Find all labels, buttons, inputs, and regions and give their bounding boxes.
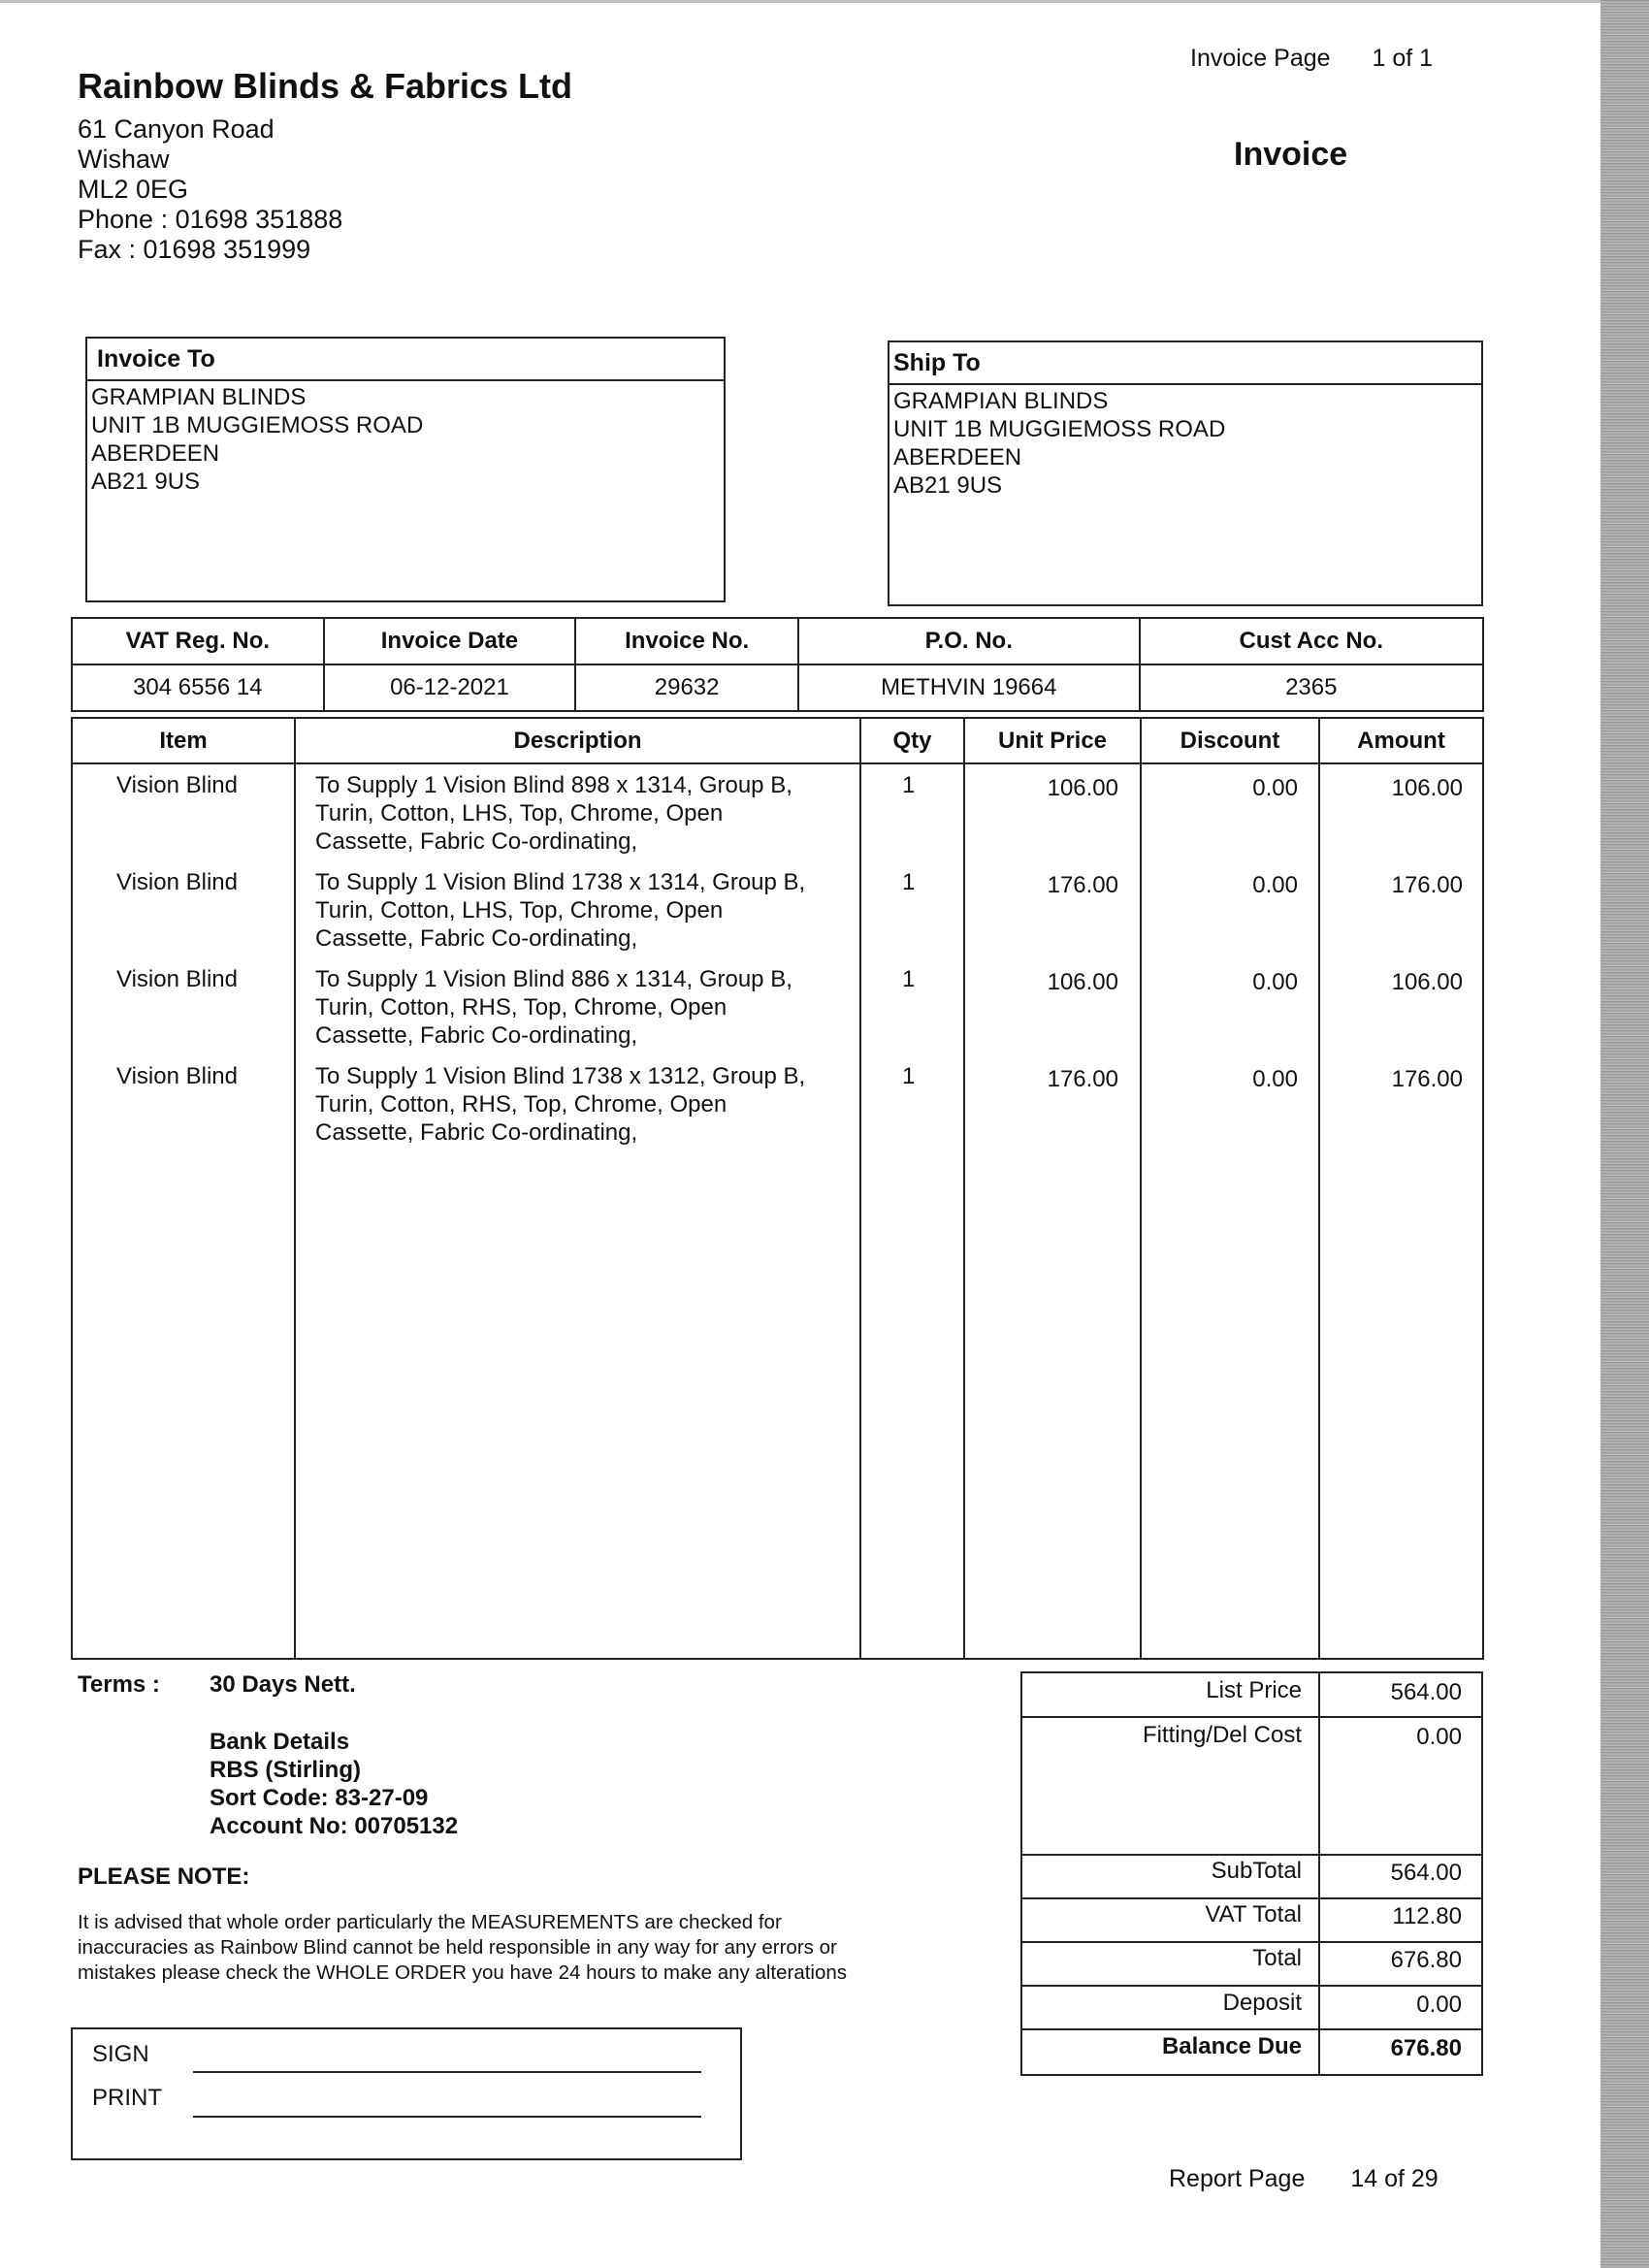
cust-acc-value: 2365 [1140,664,1483,711]
totals-rule [1022,2028,1481,2030]
item-cell: Vision Blind [116,772,238,798]
address-line: UNIT 1B MUGGIEMOSS ROAD [91,412,424,438]
description-line: To Supply 1 Vision Blind 898 x 1314, Group B, [315,772,792,798]
vat-total-label: VAT Total [1205,1901,1302,1928]
address-line: AB21 9US [91,469,201,495]
discount-cell: 0.00 [1252,775,1298,801]
description-line: To Supply 1 Vision Blind 886 x 1314, Group B, [315,966,792,992]
totals-rule [1022,1854,1481,1856]
description-line: Turin, Cotton, RHS, Top, Chrome, Open [315,994,728,1021]
unit-price-cell: 106.00 [1047,969,1118,995]
unit-price-cell: 176.00 [1047,1066,1118,1092]
print-line[interactable] [193,2116,701,2118]
description-line: Cassette, Fabric Co-ordinating, [315,925,638,952]
description-cell [315,1062,805,1147]
note-text [78,1910,1009,1986]
deposit-value: 0.00 [1416,1992,1462,2018]
item-cell: Vision Blind [116,1063,238,1089]
bank-line: RBS (Stirling) [210,1757,361,1783]
discount-header: Discount [1180,728,1280,754]
terms-label: Terms : [78,1671,160,1698]
amount-cell: 106.00 [1391,775,1463,801]
totals-box [1020,1671,1483,2076]
report-page-indicator [1169,2165,1439,2193]
description-line: Turin, Cotton, LHS, Top, Chrome, Open [315,800,724,826]
bank-line: Account No: 00705132 [210,1813,459,1839]
invoice-page-label: Invoice Page [1190,45,1331,72]
invoice-page-indicator [1190,45,1433,73]
amount-cell: 176.00 [1391,1066,1463,1092]
address-line: ABERDEEN [91,440,220,467]
line-items-table [71,717,1484,1660]
vat-total-value: 112.80 [1392,1903,1462,1929]
invoice-meta-table [71,617,1484,712]
subtotal-value: 564.00 [1390,1860,1462,1886]
header-rule [73,762,1482,764]
description-line: Cassette, Fabric Co-ordinating, [315,1022,638,1049]
amount-cell: 176.00 [1391,872,1463,898]
description-line: Turin, Cotton, RHS, Top, Chrome, Open [315,1091,728,1118]
note-heading: PLEASE NOTE: [78,1863,250,1890]
description-header: Description [513,728,642,754]
table-row [73,1062,1482,1159]
invoice-no-value: 29632 [575,664,798,711]
note-line: inaccuracies as Rainbow Blind cannot be held responsible in any way for any errors or [78,1936,837,1959]
invoice-date-value: 06-12-2021 [324,664,576,711]
totals-rule [1022,1716,1481,1718]
amount-header: Amount [1357,728,1445,754]
discount-cell: 0.00 [1252,872,1298,898]
list-price-label: List Price [1206,1677,1302,1703]
description-cell [315,965,792,1050]
address-line: 61 Canyon Road [78,114,275,144]
vat-reg-value: 304 6556 14 [72,664,324,711]
unit-price-header: Unit Price [997,728,1108,754]
description-line: Cassette, Fabric Co-ordinating, [315,828,638,855]
description-line: To Supply 1 Vision Blind 1738 x 1312, Group B, [315,1063,806,1089]
report-page-label: Report Page [1169,2165,1306,2192]
deposit-label: Deposit [1222,1990,1302,2016]
discount-cell: 0.00 [1252,1066,1298,1092]
address-line: ML2 0EG [78,175,189,204]
qty-cell: 1 [902,869,916,895]
item-header: Item [159,728,208,754]
invoice-date-header: Invoice Date [324,618,576,664]
table-row [73,965,1482,1062]
unit-price-cell: 176.00 [1047,872,1118,898]
note-line: It is advised that whole order particularly the MEASUREMENTS are checked for [78,1911,782,1933]
document-title: Invoice [1234,136,1348,173]
vat-reg-header: VAT Reg. No. [72,618,324,664]
unit-price-cell: 106.00 [1047,775,1118,801]
description-cell [315,868,805,953]
note-line: mistakes please check the WHOLE ORDER you have 24 hours to make any alterations [78,1961,848,1984]
qty-header: Qty [892,728,932,754]
subtotal-label: SubTotal [1211,1858,1302,1884]
bank-details [210,1728,458,1840]
po-no-header: P.O. No. [798,618,1140,664]
item-cell: Vision Blind [116,869,238,895]
qty-cell: 1 [902,966,916,992]
amount-cell: 106.00 [1391,969,1463,995]
po-no-value: METHVIN 19664 [798,664,1140,711]
total-label: Total [1252,1945,1302,1971]
fitting-value: 0.00 [1416,1724,1462,1750]
totals-rule [1022,1941,1481,1943]
balance-due-label: Balance Due [1161,2033,1302,2059]
ship-to-address [889,385,1481,500]
totals-rule [1022,1897,1481,1899]
meta-value-row [72,664,1483,711]
bank-line: Sort Code: 83-27-09 [210,1785,429,1811]
bank-line: Bank Details [210,1729,350,1755]
report-page-value: 14 of 29 [1350,2165,1439,2192]
scan-edge-right [1600,0,1649,2268]
terms-value: 30 Days Nett. [210,1671,356,1698]
balance-due-value: 676.80 [1390,2035,1462,2061]
qty-cell: 1 [902,1063,916,1089]
invoice-page-value: 1 of 1 [1372,45,1434,72]
ship-to-box [888,340,1483,606]
address-line: GRAMPIAN BLINDS [893,388,1109,414]
address-line: UNIT 1B MUGGIEMOSS ROAD [893,416,1226,442]
table-row [73,868,1482,965]
invoice-no-header: Invoice No. [575,618,798,664]
invoice-to-address [87,381,724,496]
invoice-to-label: Invoice To [87,339,724,381]
total-value: 676.80 [1390,1947,1462,1973]
address-line: Wishaw [78,145,170,174]
phone-line: Phone : 01698 351888 [78,205,343,234]
discount-cell: 0.00 [1252,969,1298,995]
list-price-value: 564.00 [1390,1679,1462,1705]
ship-to-label: Ship To [889,342,1481,385]
scan-edge-top [0,0,1600,3]
description-cell [315,771,792,856]
sign-label: SIGN [92,2041,149,2067]
description-line: Turin, Cotton, LHS, Top, Chrome, Open [315,897,724,923]
description-line: Cassette, Fabric Co-ordinating, [315,1119,638,1146]
invoice-to-box [85,337,726,602]
totals-column-rule [1318,1673,1320,2074]
item-cell: Vision Blind [116,966,238,992]
signature-box [71,2027,742,2160]
totals-rule [1022,1985,1481,1987]
description-line: To Supply 1 Vision Blind 1738 x 1314, Group B, [315,869,806,895]
qty-cell: 1 [902,772,916,798]
fax-line: Fax : 01698 351999 [78,235,311,264]
company-name: Rainbow Blinds & Fabrics Ltd [78,66,573,106]
table-row [73,771,1482,868]
fitting-label: Fitting/Del Cost [1142,1722,1302,1748]
company-address [78,114,342,265]
address-line: AB21 9US [893,472,1003,499]
sign-line[interactable] [193,2071,701,2073]
print-label: PRINT [92,2085,162,2111]
address-line: GRAMPIAN BLINDS [91,384,307,410]
meta-header-row [72,618,1483,664]
address-line: ABERDEEN [893,444,1022,470]
cust-acc-header: Cust Acc No. [1140,618,1483,664]
